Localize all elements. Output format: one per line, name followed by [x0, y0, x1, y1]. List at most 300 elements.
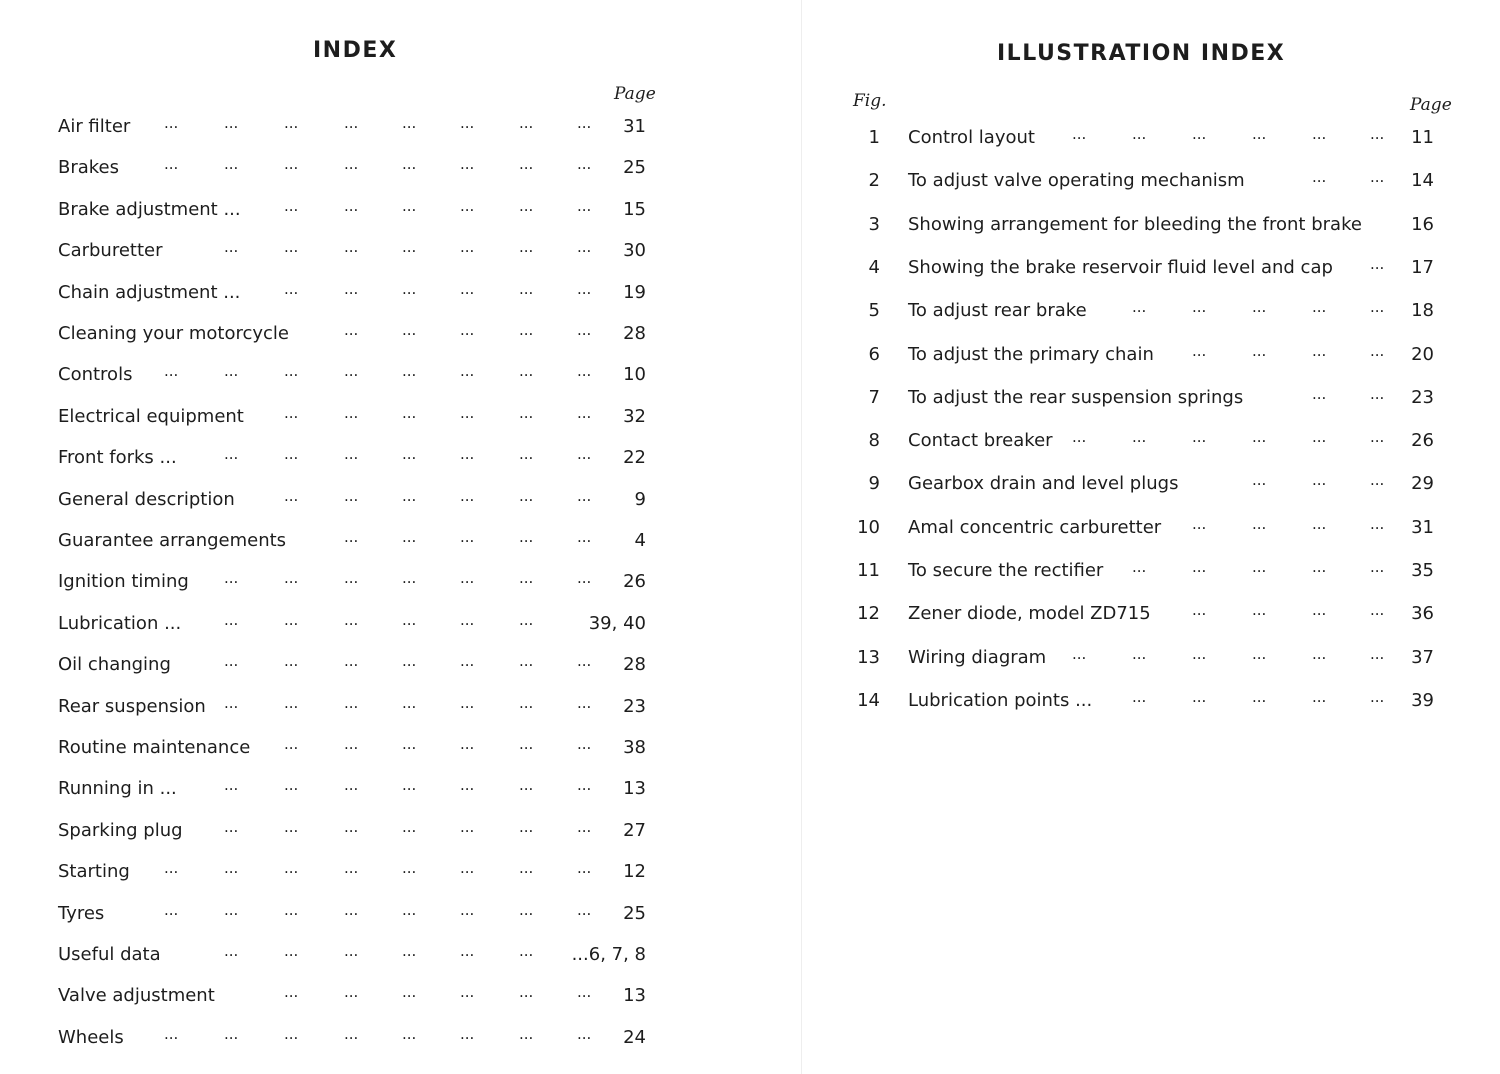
leader-dots: ...: [402, 776, 417, 795]
leader-dots: ...: [1192, 558, 1207, 576]
index-entry: [58, 403, 658, 436]
leader-dots: ...: [1132, 558, 1147, 576]
leader-dots: ...: [1370, 687, 1385, 706]
index-entry-label: Tyres: [58, 902, 105, 924]
illustration-entry-label: To adjust the primary chain: [908, 343, 1154, 365]
index-entry-page: 9: [634, 488, 646, 510]
leader-dots: ...: [1312, 298, 1327, 317]
index-entry-label: Valve adjustment: [58, 985, 215, 1007]
index-entry-page: ...6, 7, 8: [571, 944, 646, 965]
leader-dots: ...: [224, 900, 239, 919]
illustration-entry-page: 16: [1411, 213, 1434, 235]
illustration-entry-label: Gearbox drain and level plugs: [908, 473, 1179, 495]
leader-dots: ...: [519, 569, 534, 588]
leader-dots: ...: [344, 403, 359, 422]
index-entry-label: Useful data: [58, 944, 161, 965]
leader-dots: ...: [460, 610, 475, 629]
leader-dots: ...: [1252, 298, 1267, 317]
leader-dots: ...: [577, 859, 592, 878]
leader-dots: ...: [344, 569, 359, 588]
leader-dots: ...: [344, 528, 359, 546]
leader-dots: ...: [519, 942, 534, 960]
illustration-entry-page: 23: [1411, 386, 1434, 408]
index-entry-label: Controls: [58, 364, 133, 386]
leader-dots: ...: [284, 735, 299, 753]
leader-dots: ...: [1370, 601, 1385, 620]
illustration-entry-label: To secure the rectifier: [908, 560, 1104, 581]
leader-dots: ...: [577, 196, 592, 215]
leader-dots: ...: [1132, 428, 1147, 447]
leader-dots: ...: [402, 403, 417, 422]
leader-dots: ...: [1312, 644, 1327, 663]
leader-dots: ...: [402, 1024, 417, 1043]
index-entry: [58, 610, 658, 643]
leader-dots: ...: [402, 155, 417, 174]
leader-dots: ...: [460, 445, 475, 464]
leader-dots: ...: [1192, 514, 1207, 533]
leader-dots: ...: [284, 238, 299, 257]
leader-dots: ...: [1370, 384, 1385, 403]
index-entry-page: 32: [623, 405, 646, 427]
leader-dots: ...: [1370, 644, 1385, 663]
leader-dots: ...: [577, 528, 592, 546]
leader-dots: ...: [460, 652, 475, 671]
leader-dots: ...: [577, 569, 592, 588]
illustration-entry-label: Showing the brake reservoir fluid level and cap: [908, 256, 1333, 278]
index-entry-label: Sparking plug: [58, 819, 183, 841]
leader-dots: ...: [224, 776, 239, 795]
index-entry-page: 22: [623, 447, 646, 469]
index-entry-page: 23: [623, 695, 646, 717]
leader-dots: ...: [402, 983, 417, 1002]
leader-dots: ...: [402, 859, 417, 878]
leader-dots: ...: [402, 528, 417, 546]
leader-dots: ...: [460, 114, 475, 132]
leader-dots: ...: [224, 693, 239, 712]
leader-dots: ...: [224, 569, 239, 588]
leader-dots: ...: [224, 942, 239, 960]
index-entry-page: 31: [623, 116, 646, 137]
leader-dots: ...: [519, 817, 534, 836]
index-entry-page: 12: [623, 861, 646, 883]
leader-dots: ...: [1312, 687, 1327, 706]
leader-dots: ...: [1370, 298, 1385, 317]
leader-dots: ...: [460, 362, 475, 381]
leader-dots: ...: [1192, 125, 1207, 143]
leader-dots: ...: [164, 859, 179, 878]
leader-dots: ...: [164, 155, 179, 174]
index-entry: [58, 900, 658, 933]
index-entry: [58, 737, 658, 767]
leader-dots: ...: [1252, 558, 1267, 576]
index-entry-label: Air filter: [58, 116, 131, 137]
index-entry-label: Carburetter: [58, 240, 163, 262]
index-entry-label: Brake adjustment ...: [58, 198, 241, 220]
index-entry-page: 26: [623, 571, 646, 593]
leader-dots: ...: [224, 859, 239, 878]
leader-dots: ...: [402, 610, 417, 629]
leader-dots: ...: [577, 900, 592, 919]
illustration-entry-page: 17: [1411, 256, 1434, 278]
index-entry-page: 4: [634, 530, 646, 551]
leader-dots: ...: [344, 114, 359, 132]
illustration-entry-label: To adjust valve operating mechanism: [908, 170, 1245, 192]
leader-dots: ...: [344, 652, 359, 671]
illustration-entry-label: Showing arrangement for bleeding the front brake: [908, 213, 1362, 235]
illustration-entry-page: 20: [1411, 343, 1434, 365]
leader-dots: ...: [460, 900, 475, 919]
figure-number: 13: [857, 646, 880, 668]
index-entry-label: Running in ...: [58, 778, 177, 800]
index-entry-label: Electrical equipment: [58, 405, 244, 427]
illustration-entry: [852, 430, 1442, 460]
leader-dots: ...: [344, 735, 359, 753]
leader-dots: ...: [402, 196, 417, 215]
leader-dots: ...: [460, 321, 475, 339]
leader-dots: ...: [284, 776, 299, 795]
figure-number: 3: [868, 213, 880, 235]
figure-number: 10: [857, 516, 880, 538]
leader-dots: ...: [402, 817, 417, 836]
leader-dots: ...: [577, 486, 592, 505]
leader-dots: ...: [577, 445, 592, 464]
leader-dots: ...: [577, 279, 592, 298]
index-entry-label: Ignition timing: [58, 571, 189, 593]
index-entry: [58, 323, 658, 353]
leader-dots: ...: [1192, 601, 1207, 620]
index-entry-page: 13: [623, 778, 646, 800]
leader-dots: ...: [284, 486, 299, 505]
leader-dots: ...: [1312, 341, 1327, 360]
illustration-entry: [852, 473, 1442, 503]
leader-dots: ...: [284, 403, 299, 422]
leader-dots: ...: [1312, 428, 1327, 447]
index-entry-page: 27: [623, 819, 646, 841]
figure-number: 14: [857, 689, 880, 711]
index-entry: [58, 530, 658, 560]
leader-dots: ...: [519, 279, 534, 298]
leader-dots: ...: [344, 817, 359, 836]
illustration-entry-label: To adjust rear brake: [908, 300, 1087, 322]
leader-dots: ...: [577, 1024, 592, 1043]
leader-dots: ...: [402, 569, 417, 588]
leader-dots: ...: [284, 114, 299, 132]
leader-dots: ...: [519, 155, 534, 174]
illustration-entry: [852, 644, 1442, 677]
leader-dots: ...: [577, 983, 592, 1002]
leader-dots: ...: [519, 238, 534, 257]
leader-dots: ...: [1370, 514, 1385, 533]
leader-dots: ...: [402, 238, 417, 257]
index-entry-label: Front forks ...: [58, 447, 177, 469]
illustration-index-title: ILLUSTRATION INDEX: [997, 41, 1286, 66]
leader-dots: ...: [1132, 644, 1147, 663]
leader-dots: ...: [344, 321, 359, 339]
leader-dots: ...: [1312, 558, 1327, 576]
index-entry: [58, 279, 658, 312]
leader-dots: ...: [1252, 428, 1267, 447]
illustration-entry-page: 39: [1411, 689, 1434, 711]
leader-dots: ...: [519, 693, 534, 712]
leader-dots: ...: [402, 486, 417, 505]
leader-dots: ...: [1370, 428, 1385, 447]
leader-dots: ...: [460, 528, 475, 546]
leader-dots: ...: [284, 279, 299, 298]
illustration-entry: [852, 603, 1442, 633]
index-entry: [58, 985, 658, 1015]
leader-dots: ...: [164, 114, 179, 132]
illustration-page-header: Page: [1410, 95, 1452, 115]
fig-header: Fig.: [853, 91, 887, 111]
index-entry-page: 30: [623, 240, 646, 262]
leader-dots: ...: [284, 693, 299, 712]
figure-number: 6: [868, 343, 880, 365]
leader-dots: ...: [1370, 254, 1385, 273]
leader-dots: ...: [224, 362, 239, 381]
leader-dots: ...: [1192, 687, 1207, 706]
index-entry-page: 25: [623, 157, 646, 179]
index-entry-label: General description: [58, 488, 235, 510]
leader-dots: ...: [577, 362, 592, 381]
index-entry-label: Starting: [58, 861, 130, 883]
leader-dots: ...: [460, 155, 475, 174]
index-entry-label: Chain adjustment ...: [58, 281, 241, 303]
illustration-entry-page: 35: [1411, 560, 1434, 581]
leader-dots: ...: [284, 900, 299, 919]
leader-dots: ...: [344, 196, 359, 215]
leader-dots: ...: [1132, 687, 1147, 706]
index-entry: [58, 447, 658, 477]
leader-dots: ...: [519, 362, 534, 381]
page-gutter: [801, 0, 802, 1074]
leader-dots: ...: [1252, 601, 1267, 620]
index-entry-label: Brakes: [58, 157, 120, 179]
index-entry-page: 19: [623, 281, 646, 303]
leader-dots: ...: [519, 735, 534, 753]
leader-dots: ...: [460, 693, 475, 712]
index-entry: [58, 196, 658, 229]
illustration-entry-page: 18: [1411, 300, 1434, 322]
index-entry-page: 39, 40: [588, 612, 646, 634]
leader-dots: ...: [519, 1024, 534, 1043]
illustration-entry-label: Lubrication points ...: [908, 689, 1093, 711]
illustration-entry-page: 11: [1411, 127, 1434, 148]
figure-number: 8: [868, 430, 880, 452]
leader-dots: ...: [344, 859, 359, 878]
illustration-entry: [852, 254, 1442, 287]
leader-dots: ...: [460, 486, 475, 505]
leader-dots: ...: [284, 155, 299, 174]
index-entry-page: 38: [623, 737, 646, 758]
leader-dots: ...: [519, 983, 534, 1002]
leader-dots: ...: [402, 362, 417, 381]
leader-dots: ...: [344, 776, 359, 795]
leader-dots: ...: [1192, 428, 1207, 447]
leader-dots: ...: [344, 1024, 359, 1043]
leader-dots: ...: [224, 610, 239, 629]
illustration-entry-label: To adjust the rear suspension springs: [908, 386, 1244, 408]
leader-dots: ...: [460, 735, 475, 753]
leader-dots: ...: [1312, 125, 1327, 143]
leader-dots: ...: [1312, 514, 1327, 533]
index-entry: [58, 240, 658, 270]
leader-dots: ...: [1312, 168, 1327, 187]
leader-dots: ...: [284, 569, 299, 588]
leader-dots: ...: [577, 776, 592, 795]
leader-dots: ...: [224, 238, 239, 257]
leader-dots: ...: [284, 983, 299, 1002]
leader-dots: ...: [519, 114, 534, 132]
leader-dots: ...: [224, 114, 239, 132]
leader-dots: ...: [402, 279, 417, 298]
leader-dots: ...: [344, 279, 359, 298]
leader-dots: ...: [1370, 125, 1385, 143]
leader-dots: ...: [402, 693, 417, 712]
index-entry-page: 28: [623, 654, 646, 676]
leader-dots: ...: [577, 238, 592, 257]
illustration-entry-page: 29: [1411, 473, 1434, 495]
leader-dots: ...: [344, 362, 359, 381]
illustration-entry: [852, 514, 1442, 547]
leader-dots: ...: [224, 652, 239, 671]
leader-dots: ...: [402, 942, 417, 960]
leader-dots: ...: [519, 776, 534, 795]
index-entry-label: Rear suspension: [58, 695, 206, 717]
leader-dots: ...: [402, 652, 417, 671]
leader-dots: ...: [402, 900, 417, 919]
index-entry-page: 15: [623, 198, 646, 220]
index-entry-label: Oil changing: [58, 654, 171, 676]
leader-dots: ...: [284, 942, 299, 960]
leader-dots: ...: [519, 652, 534, 671]
leader-dots: ...: [224, 155, 239, 174]
leader-dots: ...: [344, 445, 359, 464]
leader-dots: ...: [577, 652, 592, 671]
leader-dots: ...: [460, 859, 475, 878]
leader-dots: ...: [224, 817, 239, 836]
leader-dots: ...: [1072, 428, 1087, 447]
figure-number: 7: [868, 386, 880, 408]
leader-dots: ...: [460, 942, 475, 960]
leader-dots: ...: [577, 693, 592, 712]
leader-dots: ...: [577, 155, 592, 174]
illustration-entry: [852, 300, 1442, 330]
index-entry: [58, 571, 658, 601]
leader-dots: ...: [519, 900, 534, 919]
leader-dots: ...: [519, 403, 534, 422]
figure-number: 9: [868, 473, 880, 495]
illustration-entry-page: 26: [1411, 430, 1434, 452]
leader-dots: ...: [284, 445, 299, 464]
leader-dots: ...: [460, 817, 475, 836]
leader-dots: ...: [1312, 471, 1327, 490]
leader-dots: ...: [1370, 558, 1385, 576]
index-entry: [58, 1024, 658, 1057]
index-entry-label: Guarantee arrangements: [58, 530, 287, 551]
leader-dots: ...: [402, 445, 417, 464]
illustration-entry: [852, 170, 1442, 200]
leader-dots: ...: [1132, 298, 1147, 317]
index-entry: [58, 861, 658, 891]
index-entry: [58, 693, 658, 726]
leader-dots: ...: [164, 900, 179, 919]
figure-number: 2: [868, 170, 880, 192]
leader-dots: ...: [402, 735, 417, 753]
leader-dots: ...: [519, 445, 534, 464]
leader-dots: ...: [460, 776, 475, 795]
figure-number: 11: [857, 560, 880, 581]
leader-dots: ...: [1312, 384, 1327, 403]
leader-dots: ...: [284, 362, 299, 381]
leader-dots: ...: [577, 403, 592, 422]
leader-dots: ...: [344, 983, 359, 1002]
index-entry: [58, 486, 658, 519]
leader-dots: ...: [1072, 644, 1087, 663]
leader-dots: ...: [460, 569, 475, 588]
leader-dots: ...: [402, 114, 417, 132]
leader-dots: ...: [460, 1024, 475, 1043]
illustration-entry-label: Control layout: [908, 127, 1035, 148]
index-entry-page: 10: [623, 364, 646, 386]
index-entry-label: Lubrication ...: [58, 612, 182, 634]
leader-dots: ...: [460, 279, 475, 298]
illustration-entry-label: Amal concentric carburetter: [908, 516, 1162, 538]
index-entry-page: 24: [623, 1026, 646, 1048]
leader-dots: ...: [577, 114, 592, 132]
leader-dots: ...: [460, 983, 475, 1002]
illustration-entry: [852, 384, 1442, 417]
index-entry: [58, 116, 658, 146]
leader-dots: ...: [1192, 341, 1207, 360]
leader-dots: ...: [1252, 687, 1267, 706]
illustration-entry: [852, 560, 1442, 590]
index-title: INDEX: [313, 38, 398, 63]
leader-dots: ...: [1252, 125, 1267, 143]
leader-dots: ...: [284, 652, 299, 671]
leader-dots: ...: [224, 445, 239, 464]
leader-dots: ...: [284, 817, 299, 836]
leader-dots: ...: [519, 321, 534, 339]
leader-dots: ...: [344, 155, 359, 174]
leader-dots: ...: [402, 321, 417, 339]
index-entry: [58, 944, 658, 974]
illustration-entry: [852, 341, 1442, 374]
illustration-entry-page: 37: [1411, 646, 1434, 668]
leader-dots: ...: [460, 196, 475, 215]
index-entry: [58, 364, 658, 394]
leader-dots: ...: [344, 238, 359, 257]
index-entry: [58, 778, 658, 808]
index-entry-page: 25: [623, 902, 646, 924]
leader-dots: ...: [1252, 514, 1267, 533]
leader-dots: ...: [519, 610, 534, 629]
index-entry: [58, 157, 658, 187]
leader-dots: ...: [224, 1024, 239, 1043]
leader-dots: ...: [284, 1024, 299, 1043]
leader-dots: ...: [519, 528, 534, 546]
leader-dots: ...: [460, 403, 475, 422]
leader-dots: ...: [284, 196, 299, 215]
leader-dots: ...: [164, 1024, 179, 1043]
illustration-entry-label: Contact breaker: [908, 430, 1053, 452]
figure-number: 4: [868, 256, 880, 278]
index-entry-page: 28: [623, 323, 646, 344]
illustration-entry-page: 31: [1411, 516, 1434, 538]
leader-dots: ...: [284, 610, 299, 629]
leader-dots: ...: [284, 859, 299, 878]
illustration-entry: [852, 687, 1442, 720]
leader-dots: ...: [1072, 125, 1087, 143]
